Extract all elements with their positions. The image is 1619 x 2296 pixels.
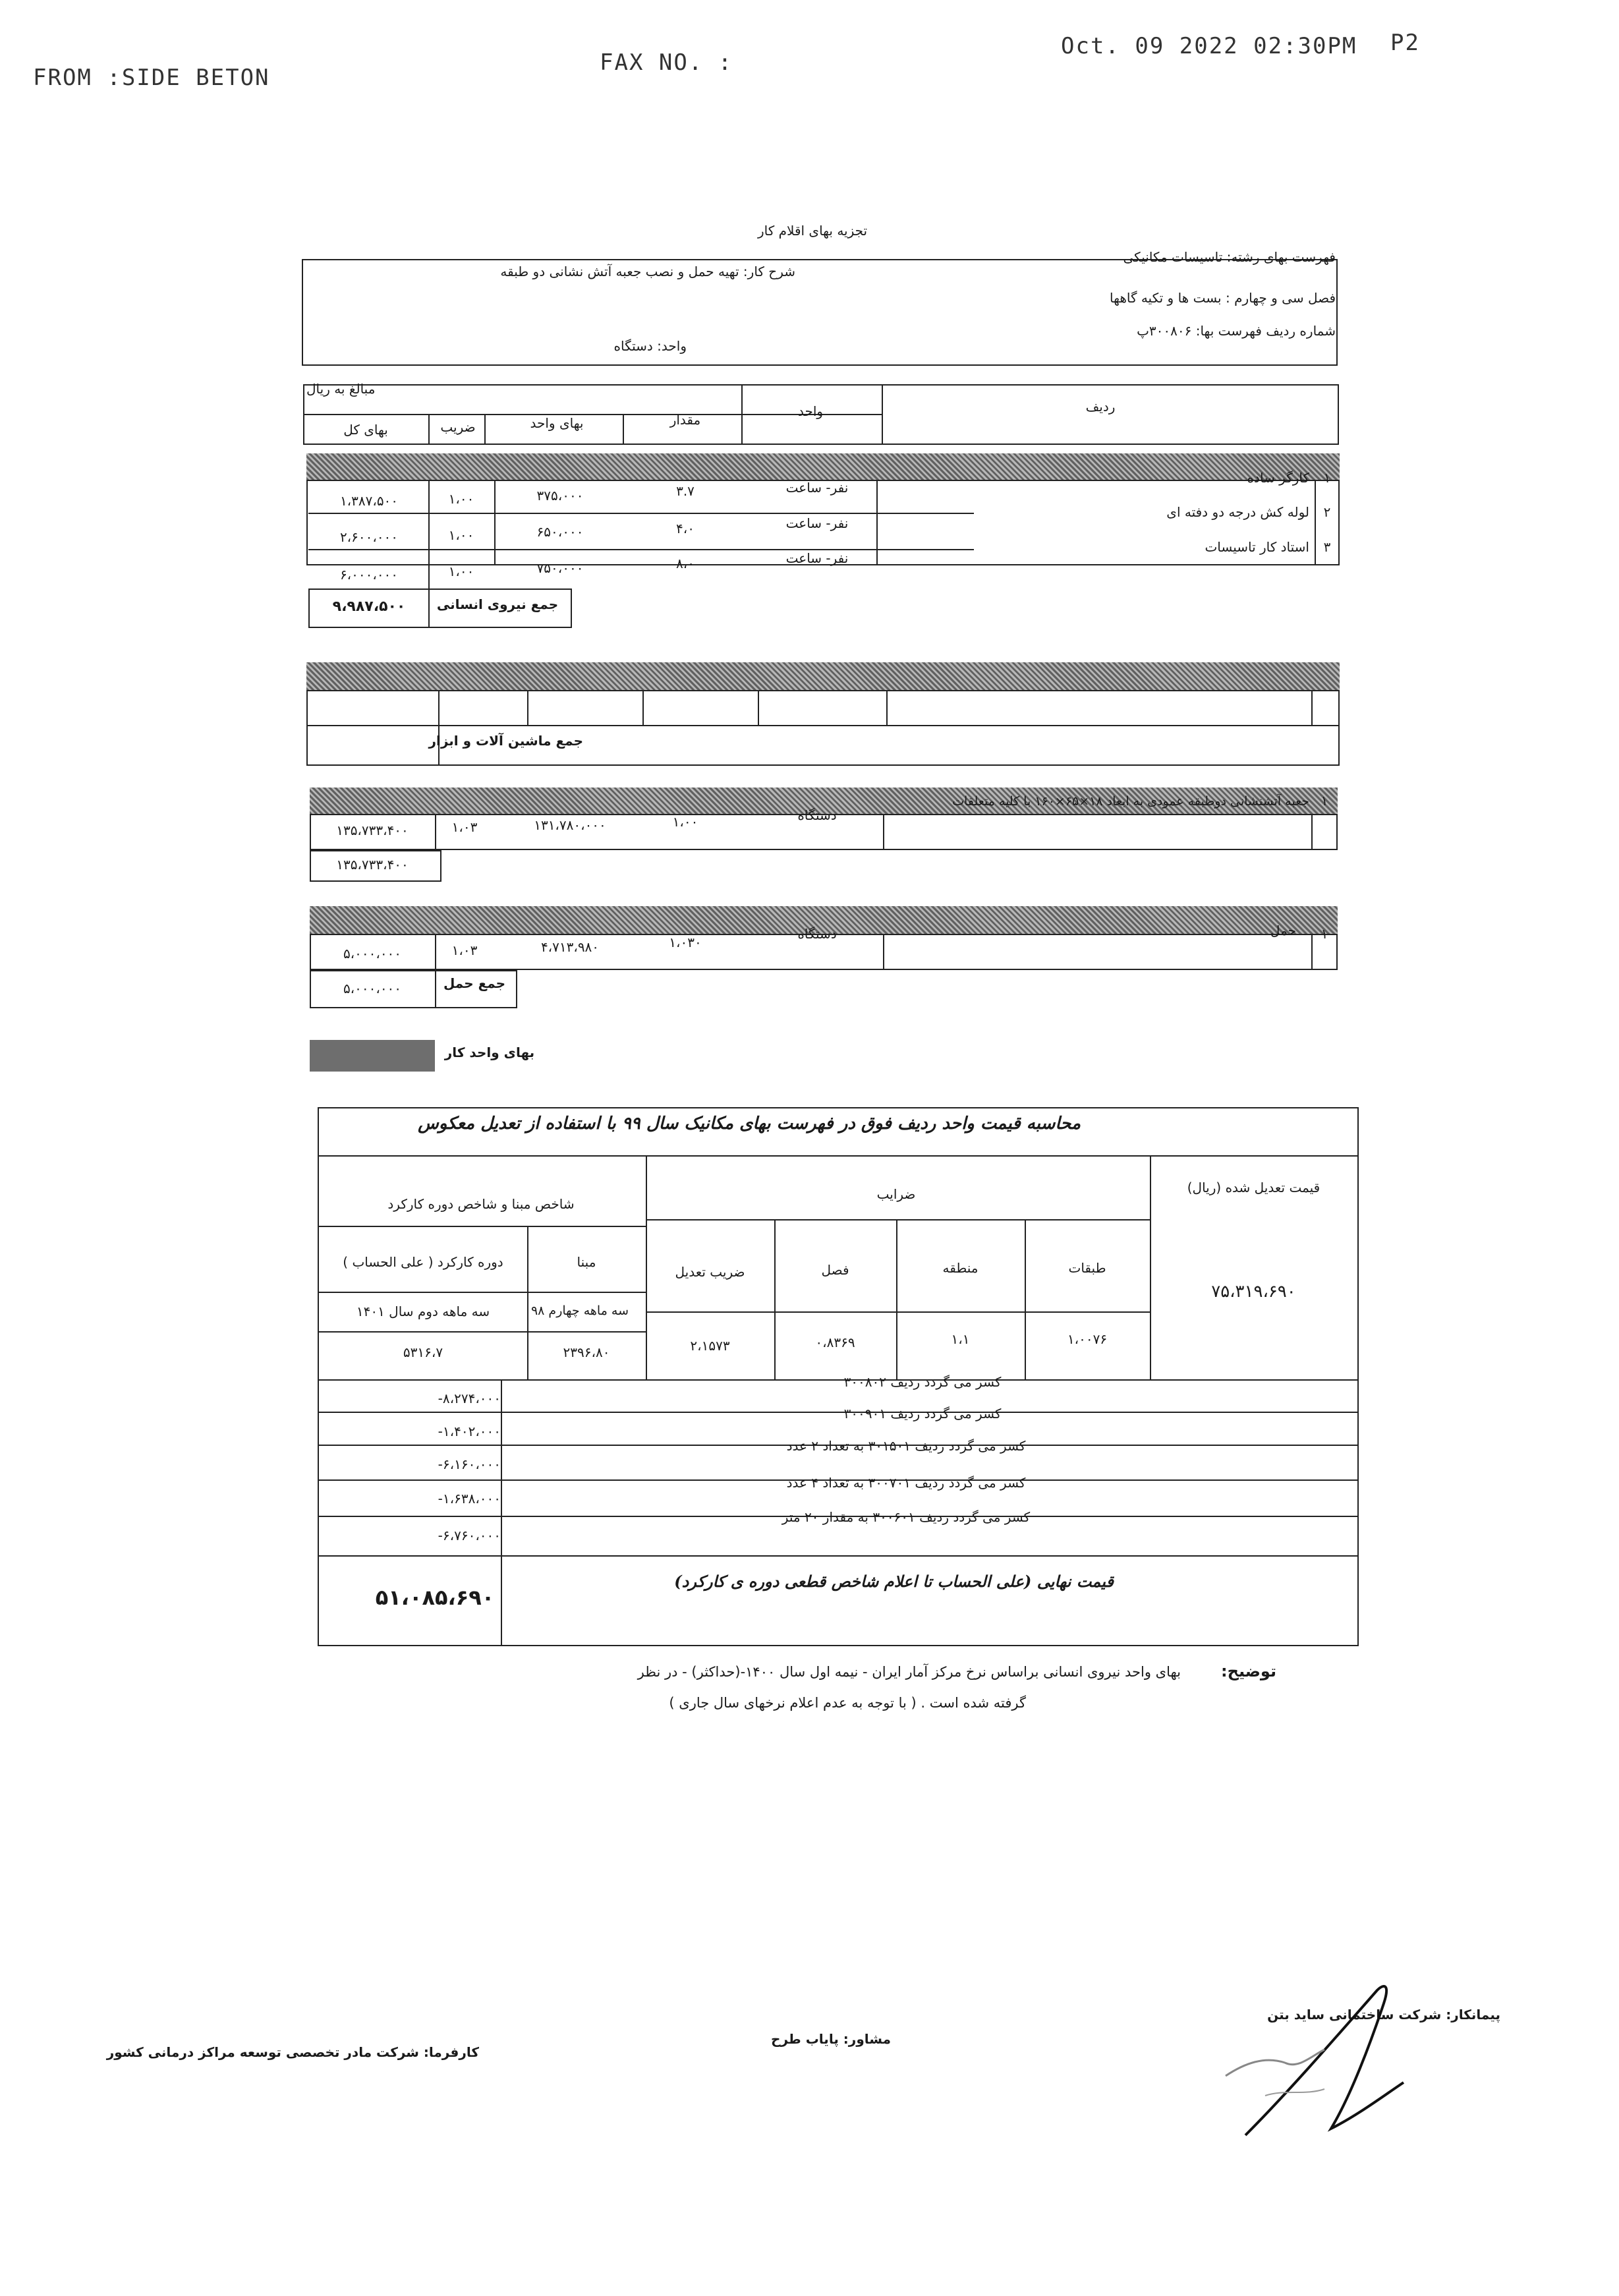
notes-line-1: بهای واحد نیروی انسانی براساس نرخ مرکز آمار ایران - نیمه اول سال ۱۴۰۰-(حداکثر) - در نظر (637, 1664, 1181, 1680)
labor-row-1-desc: کارگر ساده (1247, 470, 1309, 486)
base-period: سه ماهه چهارم ۹۸ (530, 1304, 629, 1318)
labor-row-3-coef: ۱،۰۰ (448, 563, 474, 579)
materials-sum: ۱۳۵،۷۳۳،۴۰۰ (336, 857, 409, 873)
machines-sum-label: جمع ماشین آلات و ابزار (428, 733, 583, 749)
labor-row-2-total: ۲،۶۰۰،۰۰۰ (339, 529, 399, 545)
final-price-label: قیمت نهایی (علی الحساب تا اعلام شاخص قطعی دوره ی کارکرد) (674, 1572, 1114, 1591)
calc-title: محاسبه قیمت واحد ردیف فوق در فهرست بهای مکانیک سال ۹۹ با استفاده از تعدیل معکوس (418, 1114, 1081, 1134)
row-number: شماره ردیف فهرست بها: ۳۰۰۸۰۶پ (1137, 323, 1336, 339)
price-list-title: فهرست بهای رشته: تاسیسات مکانیکی (1123, 249, 1336, 265)
work-value: ۵۳۱۶،۷ (403, 1344, 443, 1360)
adjusted-price-value: ۷۵،۳۱۹،۶۹۰ (1211, 1282, 1296, 1302)
labor-row-2-coef: ۱،۰۰ (448, 527, 474, 543)
labor-row-1-unit: نفر- ساعت (785, 480, 849, 496)
adjusted-price-label: قیمت تعدیل شده (ریال) (1187, 1180, 1321, 1195)
doc-title: تجزیه بهای اقلام کار (758, 223, 868, 239)
deduction-4-text: کسر می گردد ردیف ۳۰۰۷۰۱ به تعداد ۴ عدد (786, 1475, 1026, 1491)
labor-sum-value: ۹،۹۸۷،۵۰۰ (332, 598, 406, 615)
transport-sum-label: جمع حمل (443, 975, 506, 991)
labor-header-band (306, 453, 1340, 480)
base-value: ۲۳۹۶،۸۰ (563, 1344, 610, 1360)
unit-price-label: بهای واحد کار (444, 1045, 535, 1060)
work-period-label: دوره کارکرد ( علی الحساب ) (343, 1254, 503, 1270)
fax-date: Oct. 09 2022 02:30PM (1061, 33, 1357, 59)
col-qty: مقدار (669, 412, 701, 428)
work-unit: واحد: دستگاه (613, 338, 687, 354)
labor-row-1-total: ۱،۳۸۷،۵۰۰ (339, 493, 399, 509)
fax-number: FAX NO. : (600, 49, 733, 76)
labor-row-2-no: ۲ (1323, 504, 1331, 520)
labor-row-2-price: ۶۵۰،۰۰۰ (536, 524, 584, 540)
work-description: شرح کار: تهیه حمل و نصب جعبه آتش نشانی دو طبقه (500, 264, 795, 279)
col-unit: واحد (797, 403, 824, 419)
materials-desc: جعبه آتشنشانی دوطبقه عمودی به ابعاد ۱۸×۶۵×۱۶۰ با کلیه متعلقات (952, 794, 1309, 809)
deduction-1-text: کسر می گردد ردیف ۳۰۰۸۰۲ (843, 1374, 1002, 1390)
labor-sum-label: جمع نیروی انسانی (436, 596, 559, 612)
labor-row-2-qty: ۴،۰ (676, 521, 695, 536)
coef-region-value: ۱،۱ (951, 1331, 970, 1347)
transport-total: ۵،۰۰۰،۰۰۰ (343, 946, 402, 961)
work-period: سه ماهه دوم سال ۱۴۰۱ (356, 1304, 490, 1319)
notes-line-2: گرفته شده است . ( با توجه به عدم اعلام نرخهای سال جاری ) (669, 1695, 1026, 1711)
notes-label: توضیح: (1221, 1662, 1276, 1680)
col-total: بهای کل (343, 422, 388, 438)
deduction-2-value: -۱،۴۰۲،۰۰۰ (438, 1423, 501, 1439)
coef-season-value: ۰،۸۳۶۹ (815, 1335, 855, 1350)
materials-price: ۱۳۱،۷۸۰،۰۰۰ (534, 817, 606, 833)
labor-row-1-qty: ۳.۷ (676, 483, 695, 499)
base-label: مبنا (577, 1254, 596, 1270)
unit-price-band (310, 1040, 435, 1072)
deduction-4-value: -۱،۶۳۸،۰۰۰ (438, 1491, 501, 1507)
col-unit-price: بهای واحد (530, 415, 584, 431)
transport-sum: ۵،۰۰۰،۰۰۰ (343, 981, 402, 996)
deduction-3-text: کسر می گردد ردیف ۳۰۱۵۰۱ به تعداد ۲ عدد (786, 1438, 1026, 1454)
labor-row-3-price: ۷۵۰،۰۰۰ (536, 560, 584, 576)
signature (1186, 1964, 1463, 2162)
coef-floors-label: طبقات (1068, 1260, 1106, 1276)
materials-no: ۱ (1321, 793, 1328, 809)
transport-unit: دستگاه (797, 926, 837, 942)
transport-no: ۱ (1321, 926, 1328, 942)
coefs-label: ضرایب (876, 1186, 916, 1202)
materials-total: ۱۳۵،۷۳۳،۴۰۰ (336, 822, 409, 838)
materials-qty: ۱،۰۰ (672, 814, 698, 830)
index-label: شاخص مبنا و شاخص دوره کارکرد (387, 1196, 575, 1212)
transport-price: ۴،۷۱۳،۹۸۰ (540, 939, 600, 955)
labor-row-3-desc: استاد کار تاسیسات (1205, 539, 1309, 555)
transport-qty: ۱،۰۳۰ (669, 934, 702, 950)
labor-row-3-unit: نفر- ساعت (785, 550, 849, 566)
coef-season-label: فصل (821, 1262, 849, 1278)
footer-employer: کارفرما: شرکت مادر تخصصی توسعه مراکز درمانی کشور (106, 2044, 479, 2060)
coef-region-label: منطقه (942, 1260, 979, 1276)
deduction-5-value: -۶،۷۶۰،۰۰۰ (438, 1528, 501, 1543)
deduction-5-text: کسر می گردد ردیف ۳۰۰۶۰۱ به مقدار ۲۰ متر (781, 1509, 1031, 1525)
col-row: ردیف (1085, 399, 1116, 415)
footer-consultant: مشاور: پایاب طرح (771, 2031, 891, 2047)
transport-desc: حمل (1270, 923, 1296, 938)
amounts-note: مبالغ به ریال (306, 381, 376, 397)
info-box (302, 259, 1338, 366)
labor-row-1-coef: ۱،۰۰ (448, 491, 474, 507)
machines-table (306, 690, 1340, 766)
final-price-value: ۵۱،۰۸۵،۶۹۰ (375, 1585, 495, 1610)
transport-coef: ۱،۰۳ (451, 942, 478, 958)
deduction-1-value: -۸،۲۷۴،۰۰۰ (438, 1391, 501, 1406)
deduction-3-value: -۶،۱۶۰،۰۰۰ (438, 1456, 501, 1472)
labor-row-2-unit: نفر- ساعت (785, 515, 849, 531)
fax-from: FROM :SIDE BETON (33, 65, 270, 91)
labor-row-3-qty: ۸،۰ (676, 556, 695, 571)
chapter-title: فصل سی و چهارم : بست ها و تکیه گاهها (1110, 290, 1336, 306)
fax-page: P2 (1390, 30, 1420, 56)
labor-row-1-no: ۱ (1323, 470, 1331, 486)
machines-header-band (306, 662, 1340, 690)
labor-row-3-no: ۳ (1323, 539, 1331, 555)
footer-contractor: پیمانکار: شرکت ساختمانی ساید بتن (1267, 2007, 1500, 2023)
labor-row-3-total: ۶،۰۰۰،۰۰۰ (339, 567, 399, 583)
labor-row-1-price: ۳۷۵،۰۰۰ (536, 488, 584, 503)
coef-floors-value: ۱،۰۰۷۶ (1067, 1331, 1108, 1347)
col-coef: ضریب (440, 419, 476, 435)
deduction-2-text: کسر می گردد ردیف ۳۰۰۹۰۱ (843, 1406, 1002, 1421)
coef-adjust-value: ۲،۱۵۷۳ (690, 1338, 730, 1354)
materials-unit: دستگاه (797, 807, 837, 823)
materials-coef: ۱،۰۳ (451, 819, 478, 835)
coef-adjust-label: ضریب تعدیل (675, 1264, 745, 1280)
labor-row-2-desc: لوله کش درجه دو دفته ای (1166, 504, 1309, 520)
